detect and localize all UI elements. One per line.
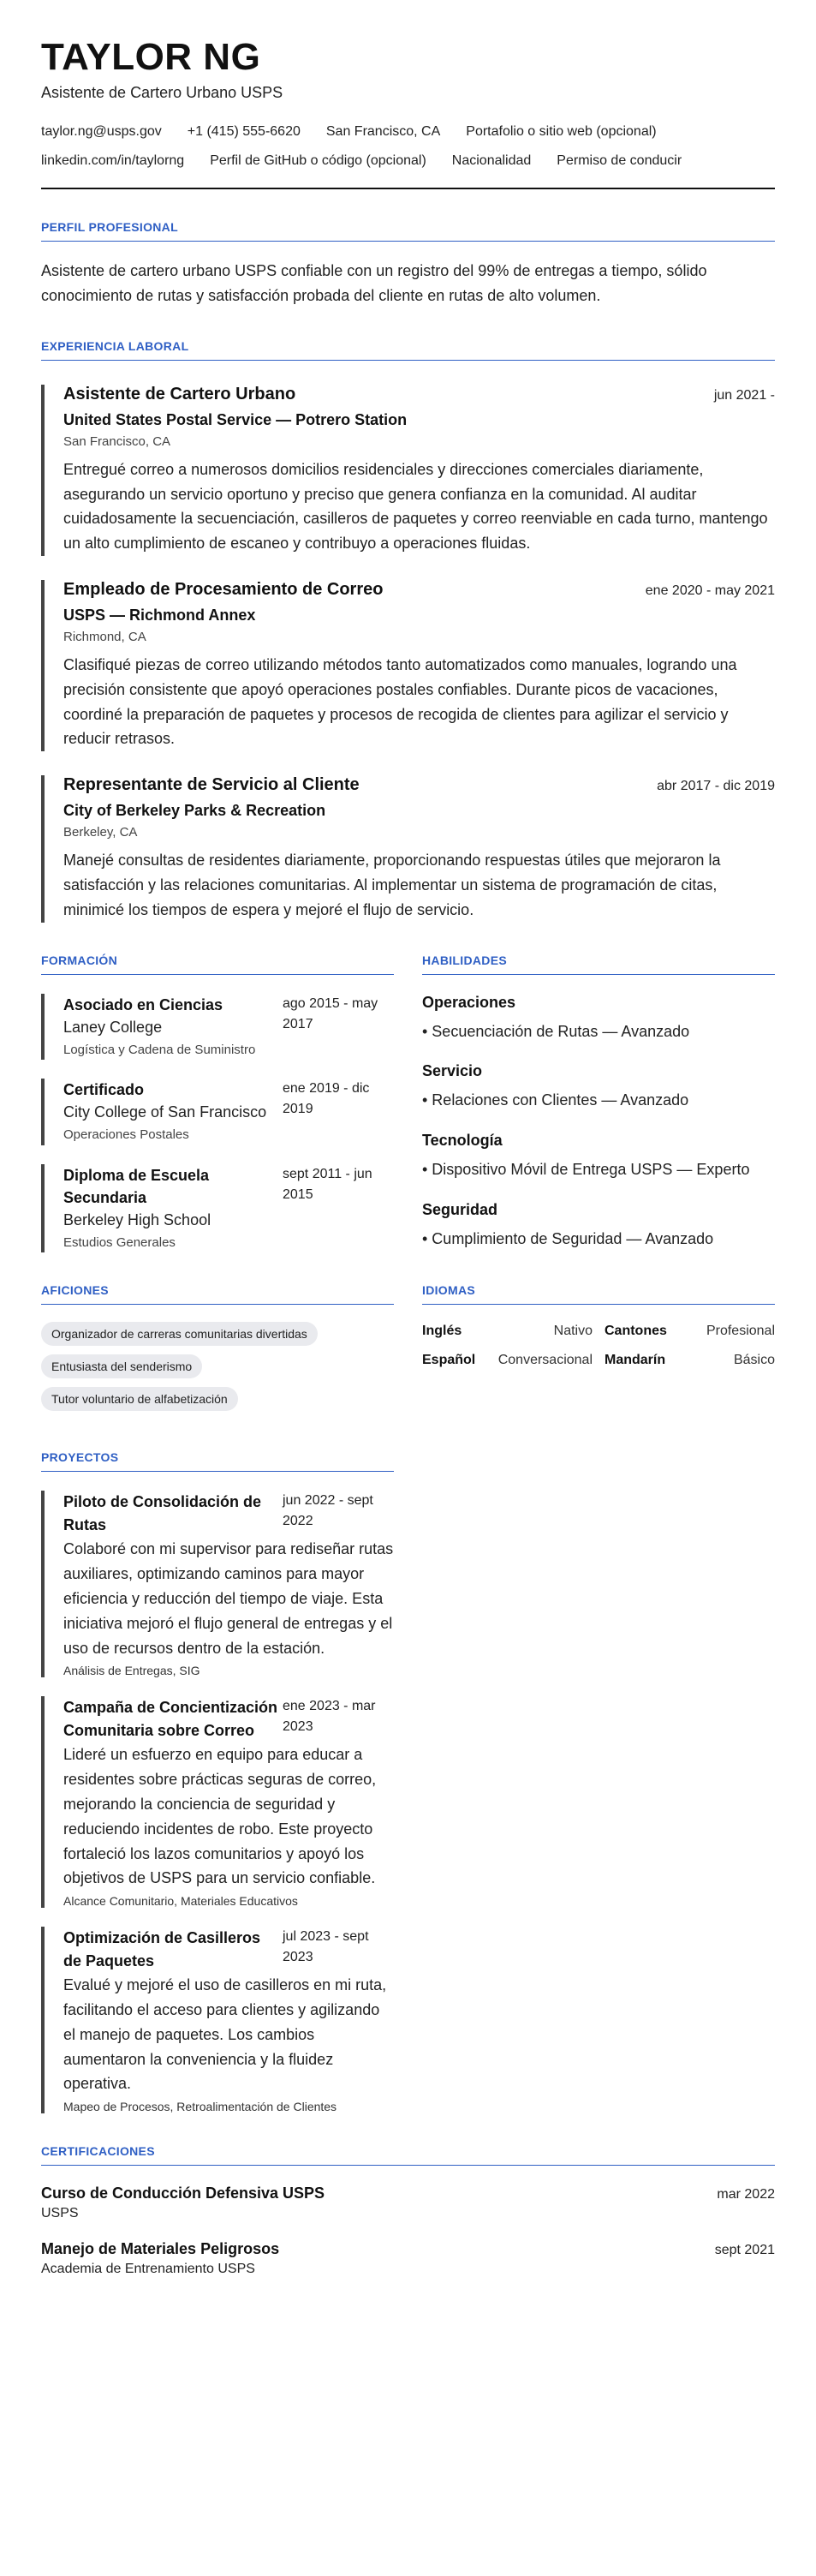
project-title: Piloto de Consolidación de Rutas bbox=[63, 1493, 262, 1534]
section-title-education: FORMACIÓN bbox=[41, 953, 394, 975]
education-skills-row bbox=[41, 923, 775, 1253]
education-column bbox=[41, 923, 394, 1253]
job-location: San Francisco, CA bbox=[63, 433, 171, 449]
candidate-name: TAYLOR NG bbox=[41, 36, 261, 78]
education-school: Laney College bbox=[63, 1018, 163, 1036]
hobby-chip: Tutor voluntario de alfabetización bbox=[41, 1387, 238, 1411]
education-degree: Asociado en Ciencias bbox=[63, 995, 223, 1013]
contact-nationality: Nacionalidad bbox=[451, 153, 532, 169]
job-organization: United States Postal Service — Potrero Station bbox=[63, 410, 408, 428]
project-tags: Mapeo de Procesos, Retroalimentación de Clientes bbox=[63, 2100, 337, 2114]
section-title-experience: EXPERIENCIA LABORAL bbox=[41, 339, 775, 361]
certification-name: Curso de Conducción Defensiva USPS bbox=[41, 2185, 325, 2202]
skill-category: Tecnología bbox=[422, 1132, 503, 1150]
contact-email[interactable]: taylor.ng@usps.gov bbox=[41, 124, 162, 140]
project-description: Evalué y mejoré el uso de casilleros en mi ruta, facilitando el acceso para clientes y agilizando el manejo de paquetes. Los cambios aumentaron la conveniencia y la fluidez operativa. bbox=[63, 1976, 387, 2093]
projects-row bbox=[41, 1419, 775, 2113]
certification-date: mar 2022 bbox=[717, 2187, 775, 2202]
job-description: Manejé consultas de residentes diariamente, proporcionando respuestas útiles que mejoraron la satisfacción y las relaciones comunitarias. Al implementar un sistema de programación de citas, minimicé los tiempos de espera y mejoré el flujo de servicio. bbox=[63, 852, 721, 918]
hobby-chip: Organizador de carreras comunitarias divertidas bbox=[41, 1322, 318, 1346]
skill-item: • Secuenciación de Rutas — Avanzado bbox=[422, 1022, 690, 1040]
education-degree: Diploma de Escuela Secundaria bbox=[63, 1166, 210, 1206]
job-entry bbox=[41, 775, 775, 922]
education-field: Estudios Generales bbox=[63, 1234, 176, 1250]
profile-summary: Asistente de cartero urbano USPS confiable con un registro del 99% de entregas a tiempo, sólido conocimiento de rutas y satisfacción probada del cliente en rutas de alto volumen. bbox=[41, 262, 707, 304]
job-organization: City of Berkeley Parks & Recreation bbox=[63, 802, 326, 820]
job-location: Richmond, CA bbox=[63, 629, 146, 644]
job-entry bbox=[41, 385, 775, 556]
section-title-projects: PROYECTOS bbox=[41, 1450, 394, 1472]
job-description: Clasifiqué piezas de correo utilizando métodos tanto automatizados como manuales, logrando una precisión consistente que apoyó operaciones postales confiables. Durante picos de vacaciones, coordiné la preparación de paquetes y procesos de recogida de clientes para agilizar el servicio y reducir retrasos. bbox=[63, 655, 737, 748]
education-school: Berkeley High School bbox=[63, 1210, 211, 1228]
job-date: abr 2017 - dic 2019 bbox=[657, 779, 775, 794]
language-level: Profesional bbox=[706, 1324, 775, 1339]
education-entry bbox=[41, 1164, 394, 1253]
education-date: ago 2015 - may 2017 bbox=[283, 995, 378, 1031]
language-entry bbox=[605, 1324, 775, 1339]
project-entry bbox=[41, 1491, 394, 1677]
project-description: Colaboré con mi supervisor para rediseñar rutas auxiliares, optimizando caminos para mayor eficiencia y reducción del tiempo de viaje. Esta iniciativa mejoró el flujo general de entregas y el uso de recursos dentro de la estación. bbox=[63, 1540, 394, 1657]
education-degree: Certificado bbox=[63, 1081, 145, 1099]
job-title: Empleado de Procesamiento de Correo bbox=[63, 579, 384, 599]
language-name: Inglés bbox=[422, 1324, 462, 1339]
projects-spacer-column bbox=[422, 1419, 775, 2113]
project-entry bbox=[41, 1927, 394, 2113]
education-entry bbox=[41, 994, 394, 1061]
language-entry bbox=[422, 1324, 593, 1339]
hobbies-column bbox=[41, 1252, 394, 1419]
hobby-chip-list bbox=[41, 1322, 394, 1419]
language-level: Conversacional bbox=[497, 1353, 593, 1368]
education-entry bbox=[41, 1079, 394, 1145]
section-title-languages: IDIOMAS bbox=[422, 1283, 775, 1305]
certification-name: Manejo de Materiales Peligrosos bbox=[41, 2240, 280, 2258]
contact-portfolio[interactable]: Portafolio o sitio web (opcional) bbox=[466, 124, 657, 140]
job-date: jun 2021 - bbox=[713, 387, 775, 403]
skills-column bbox=[422, 923, 775, 1253]
job-date: ene 2020 - may 2021 bbox=[645, 583, 775, 598]
languages-column bbox=[422, 1252, 775, 1419]
job-title: Asistente de Cartero Urbano bbox=[63, 384, 296, 403]
job-description: Entregué correo a numerosos domicilios residenciales y direcciones comerciales diariamente, asegurando un servicio oportuno y preciso que genera confianza en la comunidad. Al auditar cuidadosamente la secuenciación, casilleros de paquetes y correo reenviable en cada turno, mantengo un alto cumplimiento de escaneo y contribuyo a operaciones fluidas. bbox=[63, 460, 768, 553]
project-date: jun 2022 - sept 2022 bbox=[283, 1493, 373, 1529]
skill-item: • Relaciones con Clientes — Avanzado bbox=[422, 1091, 689, 1109]
skill-category: Servicio bbox=[422, 1062, 483, 1080]
skill-category: Operaciones bbox=[422, 993, 516, 1011]
header-divider bbox=[41, 188, 775, 189]
section-title-profile: PERFIL PROFESIONAL bbox=[41, 220, 775, 242]
project-tags: Análisis de Entregas, SIG bbox=[63, 1664, 200, 1678]
contact-phone[interactable]: +1 (415) 555-6620 bbox=[187, 124, 301, 140]
candidate-title: Asistente de Cartero Urbano USPS bbox=[41, 84, 283, 102]
job-organization: USPS — Richmond Annex bbox=[63, 606, 256, 624]
skill-item: • Dispositivo Móvil de Entrega USPS — Experto bbox=[422, 1161, 750, 1179]
language-entry bbox=[422, 1353, 593, 1368]
section-title-skills: HABILIDADES bbox=[422, 953, 775, 975]
contact-github[interactable]: Perfil de GitHub o código (opcional) bbox=[210, 153, 426, 169]
section-title-certifications: CERTIFICACIONES bbox=[41, 2144, 775, 2166]
contact-license: Permiso de conducir bbox=[557, 153, 682, 169]
skill-item: • Cumplimiento de Seguridad — Avanzado bbox=[422, 1230, 714, 1248]
project-date: jul 2023 - sept 2023 bbox=[283, 1929, 369, 1965]
resume-header bbox=[41, 38, 775, 189]
contact-linkedin[interactable]: linkedin.com/in/taylorng bbox=[41, 153, 185, 169]
project-date: ene 2023 - mar 2023 bbox=[283, 1699, 376, 1735]
language-level: Nativo bbox=[553, 1324, 593, 1339]
job-title: Representante de Servicio al Cliente bbox=[63, 775, 360, 795]
section-title-hobbies: AFICIONES bbox=[41, 1283, 394, 1305]
project-title: Optimización de Casilleros de Paquetes bbox=[63, 1929, 261, 1970]
education-school: City College of San Francisco bbox=[63, 1103, 267, 1121]
education-date: sept 2011 - jun 2015 bbox=[283, 1166, 372, 1202]
contact-location: San Francisco, CA bbox=[325, 124, 441, 140]
education-field: Operaciones Postales bbox=[63, 1127, 189, 1143]
education-field: Logística y Cadena de Suministro bbox=[63, 1042, 256, 1057]
language-grid bbox=[422, 1324, 775, 1368]
language-entry bbox=[605, 1353, 775, 1368]
certification-issuer: Academia de Entrenamiento USPS bbox=[41, 2262, 255, 2277]
project-description: Lideré un esfuerzo en equipo para educar a residentes sobre prácticas seguras de correo, mejorando la conciencia de seguridad y reduciendo incidentes de robo. Este proyecto fortaleció los lazos comunitarios y apoyó los objetivos de USPS para un servicio confiable. bbox=[63, 1746, 377, 1887]
language-name: Mandarín bbox=[605, 1353, 666, 1368]
project-entry bbox=[41, 1696, 394, 1908]
hobby-chip: Entusiasta del senderismo bbox=[41, 1354, 202, 1378]
hobbies-languages-row bbox=[41, 1252, 775, 1419]
language-name: Español bbox=[422, 1353, 476, 1368]
projects-column bbox=[41, 1419, 394, 2113]
skill-category: Seguridad bbox=[422, 1201, 498, 1219]
certification-entry bbox=[41, 2240, 775, 2277]
certification-entry bbox=[41, 2185, 775, 2221]
job-location: Berkeley, CA bbox=[63, 825, 138, 840]
contact-list bbox=[41, 124, 775, 169]
language-level: Básico bbox=[733, 1353, 775, 1368]
language-name: Cantones bbox=[605, 1324, 667, 1339]
education-date: ene 2019 - dic 2019 bbox=[283, 1081, 370, 1117]
project-title: Campaña de Concientización Comunitaria sobre Correo bbox=[63, 1699, 278, 1740]
job-entry bbox=[41, 580, 775, 751]
project-tags: Alcance Comunitario, Materiales Educativos bbox=[63, 1894, 298, 1909]
certification-date: sept 2021 bbox=[714, 2243, 775, 2258]
certification-issuer: USPS bbox=[41, 2206, 79, 2221]
